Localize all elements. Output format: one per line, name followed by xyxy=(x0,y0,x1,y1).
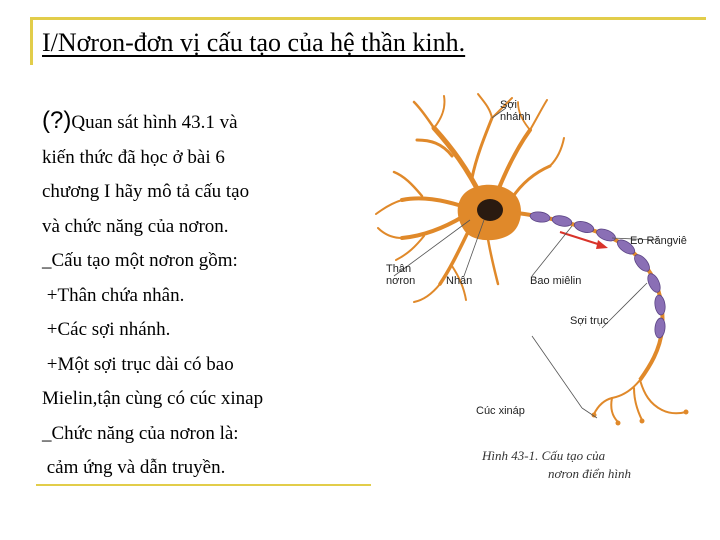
label-eo-rangvie: Eo Răngviê xyxy=(630,235,687,247)
text-line-1 xyxy=(42,104,342,141)
label-than-noron-2: nơron xyxy=(386,275,416,287)
label-cuc-xinap: Cúc xináp xyxy=(476,405,525,417)
slide-title: I/Nơron-đơn vị cấu tạo của hệ thần kinh. xyxy=(42,28,466,57)
label-soi-nhanh-1: Sợi xyxy=(500,99,517,111)
label-bao-mielin: Bao miêlin xyxy=(530,275,582,287)
frame-top-border xyxy=(30,17,706,20)
text-line-1-content: Quan sát hình 43.1 và xyxy=(71,112,238,133)
label-nhan: Nhân xyxy=(446,275,473,287)
axon-terminals xyxy=(594,380,686,422)
label-than-noron-1: Thân xyxy=(386,263,412,275)
leader-lines xyxy=(394,108,658,418)
neuron-diagram xyxy=(372,88,712,488)
frame-left-border xyxy=(30,17,33,65)
text-line-11: cảm ứng và dẫn truyền. xyxy=(42,457,226,478)
text-line-10: _Chức năng của nơron là: xyxy=(42,422,239,444)
label-soi-truc: Sợi trục xyxy=(570,315,609,327)
figure-caption-line-1: Hình 43-1. Cấu tạo của xyxy=(482,448,606,463)
text-line-3: chương I hãy mô tả cấu tạo xyxy=(42,181,250,202)
text-line-6: +Thân chứa nhân. xyxy=(42,284,185,306)
question-mark: (?) xyxy=(42,107,72,134)
text-line-5: _Cấu tạo một nơron gồm: xyxy=(42,250,238,271)
text-line-2: kiến thức đã học ở bài 6 xyxy=(42,146,225,168)
figure-caption-line-2: nơron điển hình xyxy=(548,466,632,481)
text-line-9: Mielin,tận cùng có cúc xinap xyxy=(42,388,264,409)
text-line-8: +Một sợi trục dài có bao xyxy=(42,353,234,375)
neuron-figure xyxy=(372,88,712,488)
text-line-7: +Các sợi nhánh. xyxy=(42,319,171,340)
body-text xyxy=(42,104,342,486)
text-line-4: và chức năng của nơron. xyxy=(42,215,229,237)
nucleus xyxy=(477,199,503,221)
label-soi-nhanh-2: nhánh xyxy=(500,111,531,123)
frame-bottom-border xyxy=(36,484,371,486)
